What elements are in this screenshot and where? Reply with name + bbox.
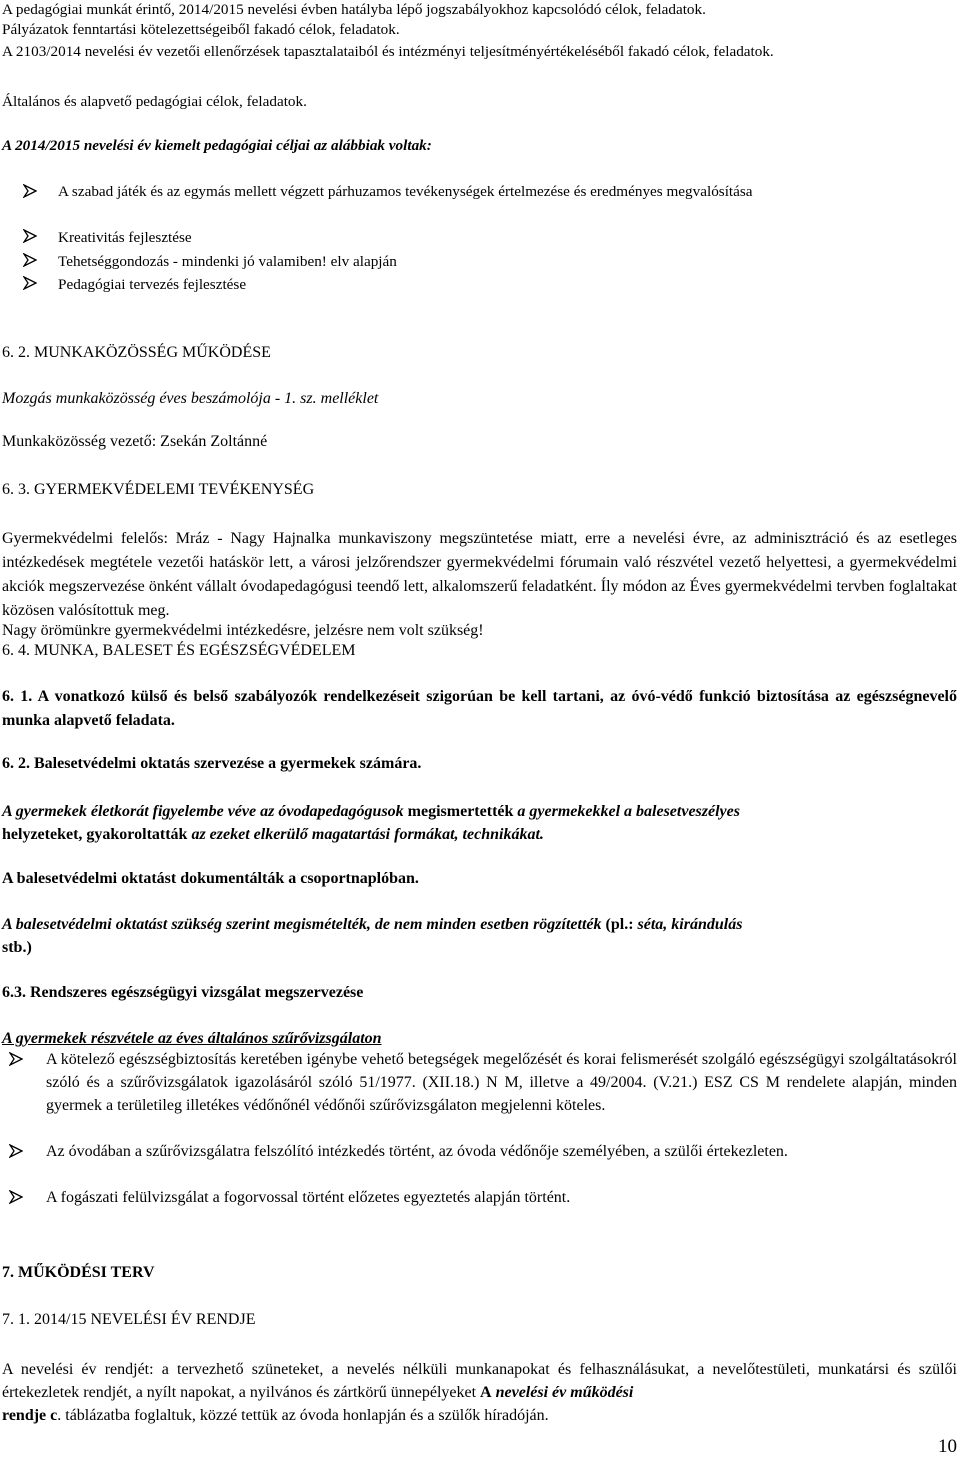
child-protection-last-line: Nagy örömünkre gyermekvédelmi intézkedésre, jelzésre nem volt szükség! [2, 622, 484, 639]
section-7-1-heading: 7. 1. 2014/15 NEVELÉSI ÉV RENDJE [2, 1311, 256, 1328]
goal-item: Kreativitás fejlesztése [12, 226, 957, 248]
health-check-heading: 6.3. Rendszeres egészségügyi vizsgálat megszervezése [2, 984, 364, 1001]
arrow-bullet-icon [23, 229, 37, 243]
arrow-bullet-icon [23, 276, 37, 290]
section-6-2-heading: 6. 2. MUNKAKÖZÖSSÉG MŰKÖDÉSE [2, 344, 271, 361]
intro-line-4: Általános és alapvető pedagógiai célok, feladatok. [2, 93, 307, 110]
goal-item: Tehetséggondozás - mindenki jó valamiben! elv alapján [12, 250, 957, 272]
goals-heading: A 2014/2015 nevelési év kiemelt pedagógiai céljai az alábbiak voltak: [2, 137, 432, 154]
schedule-paragraph: A nevelési év rendjét: a tervezhető szüneteket, a nevelés nélküli munkanapokat és felhasználásukat, a nevelőtestületi, munkatársi és szülői értekezletek rendjét, a nyílt napokat, a nyilvános és zártkörű ünnepélyeket A nevelési év működési rendje c. táblázatba foglaltuk, közzé tettük az óvoda honlapján és a szülők híradóján. [2, 1361, 957, 1424]
goal-item: Pedagógiai tervezés fejlesztése [12, 273, 957, 295]
screening-item: A fogászati felülvizsgálat a fogorvossal történt előzetes egyeztetés alapján történt. [0, 1186, 957, 1210]
screening-item: Az óvodában a szűrővizsgálatra felszólító intézkedés történt, az óvoda védőnője személyében, a szülői értekezleten. [0, 1140, 957, 1188]
section-7-heading: 7. MŰKÖDÉSI TERV [2, 1264, 155, 1281]
repetition-paragraph: A balesetvédelmi oktatást szükség szerint megismételték, de nem minden esetben rögzítették (pl.: séta, kirándulás stb.) [2, 916, 743, 956]
section-6-4-heading: 6. 4. MUNKA, BALESET ÉS EGÉSZSÉGVÉDELEM [2, 642, 356, 659]
arrow-bullet-icon [9, 1144, 23, 1158]
safety-practice-paragraph: A gyermekek életkorát figyelembe véve az óvodapedagógusok megismertették a gyermekekkel a balesetveszélyes helyzeteket, gyakoroltatták az ezeket elkerülő magatartási formákat, technikákat. [2, 803, 740, 843]
arrow-bullet-icon [23, 253, 37, 267]
arrow-bullet-icon [9, 1052, 23, 1066]
screening-heading: A gyermekek részvétele az éves általános szűrővizsgálaton [2, 1030, 382, 1047]
section-6-3-heading: 6. 3. GYERMEKVÉDELEMI TEVÉKENYSÉG [2, 481, 315, 498]
intro-line-2: Pályázatok fenntartási kötelezettségeiből fakadó célok, feladatok. [2, 21, 400, 38]
report-reference: Mozgás munkaközösség éves beszámolója - 1. sz. melléklet [2, 390, 379, 407]
intro-line-1: A pedagógiai munkát érintő, 2014/2015 nevelési évben hatályba lépő jogszabályokhoz kapcsolódó célok, feladatok. [2, 1, 706, 18]
page-number: 10 [938, 1436, 957, 1457]
screening-item: A kötelező egészségbiztosítás keretében igénybe vehető betegségek megelőzését és korai felismerését szolgáló egészségügyi szolgáltatásokról szóló és a szűrővizsgálatok igazolásáról szóló 51/1977. (XII.18.) N M, illetve a 49/2004. (V.21.) ESZ CS M rendelete alapján, minden gyermek a területileg illetékes védőnőnél védőnői szűrővizsgálaton megjelenni köteles. [0, 1048, 957, 1144]
safety-training-heading: 6. 2. Balesetvédelmi oktatás szervezése a gyermekek számára. [2, 755, 422, 772]
goal-item: A szabad játék és az egymás mellett végzett párhuzamos tevékenységek értelmezése és eredményes megvalósítása [12, 181, 957, 229]
child-protection-label: Gyermekvédelmi felelős: [2, 530, 168, 547]
rules-paragraph: 6. 1. A vonatkozó külső és belső szabályozók rendelkezéseit szigorúan be kell tartani, az óvó-védő funkció biztosítása az egészségnevelő munka alapvető feladata. [2, 688, 957, 729]
arrow-bullet-icon [23, 184, 37, 198]
child-protection-paragraph: Gyermekvédelmi felelős: Mráz - Nagy Hajnalka munkaviszony megszüntetése miatt, erre a nevelési évre, az adminisztráció és az esetleges intézkedések megtétele vezetői hatáskör lett, a városi jelzőrendszer gyermekvédelmi fórumain való részvétel vezető helyettesi, a gyermekvédelmi akciók megszervezése önként vállalt óvodapedagógusi teendő lett, alkalomszerű feladatként. Íly módon az Éves gyermekvédelmi tervben foglaltakat közösen valósítottuk meg. [2, 530, 958, 619]
arrow-bullet-icon [9, 1190, 23, 1204]
intro-line-3: A 2103/2014 nevelési év vezetői ellenőrzések tapasztalataiból és intézményi teljesítményértékeléséből fakadó célok, feladatok. [2, 43, 774, 60]
documentation-note: A balesetvédelmi oktatást dokumentálták a csoportnaplóban. [2, 870, 419, 887]
team-leader: Munkaközösség vezető: Zsekán Zoltánné [2, 433, 268, 450]
